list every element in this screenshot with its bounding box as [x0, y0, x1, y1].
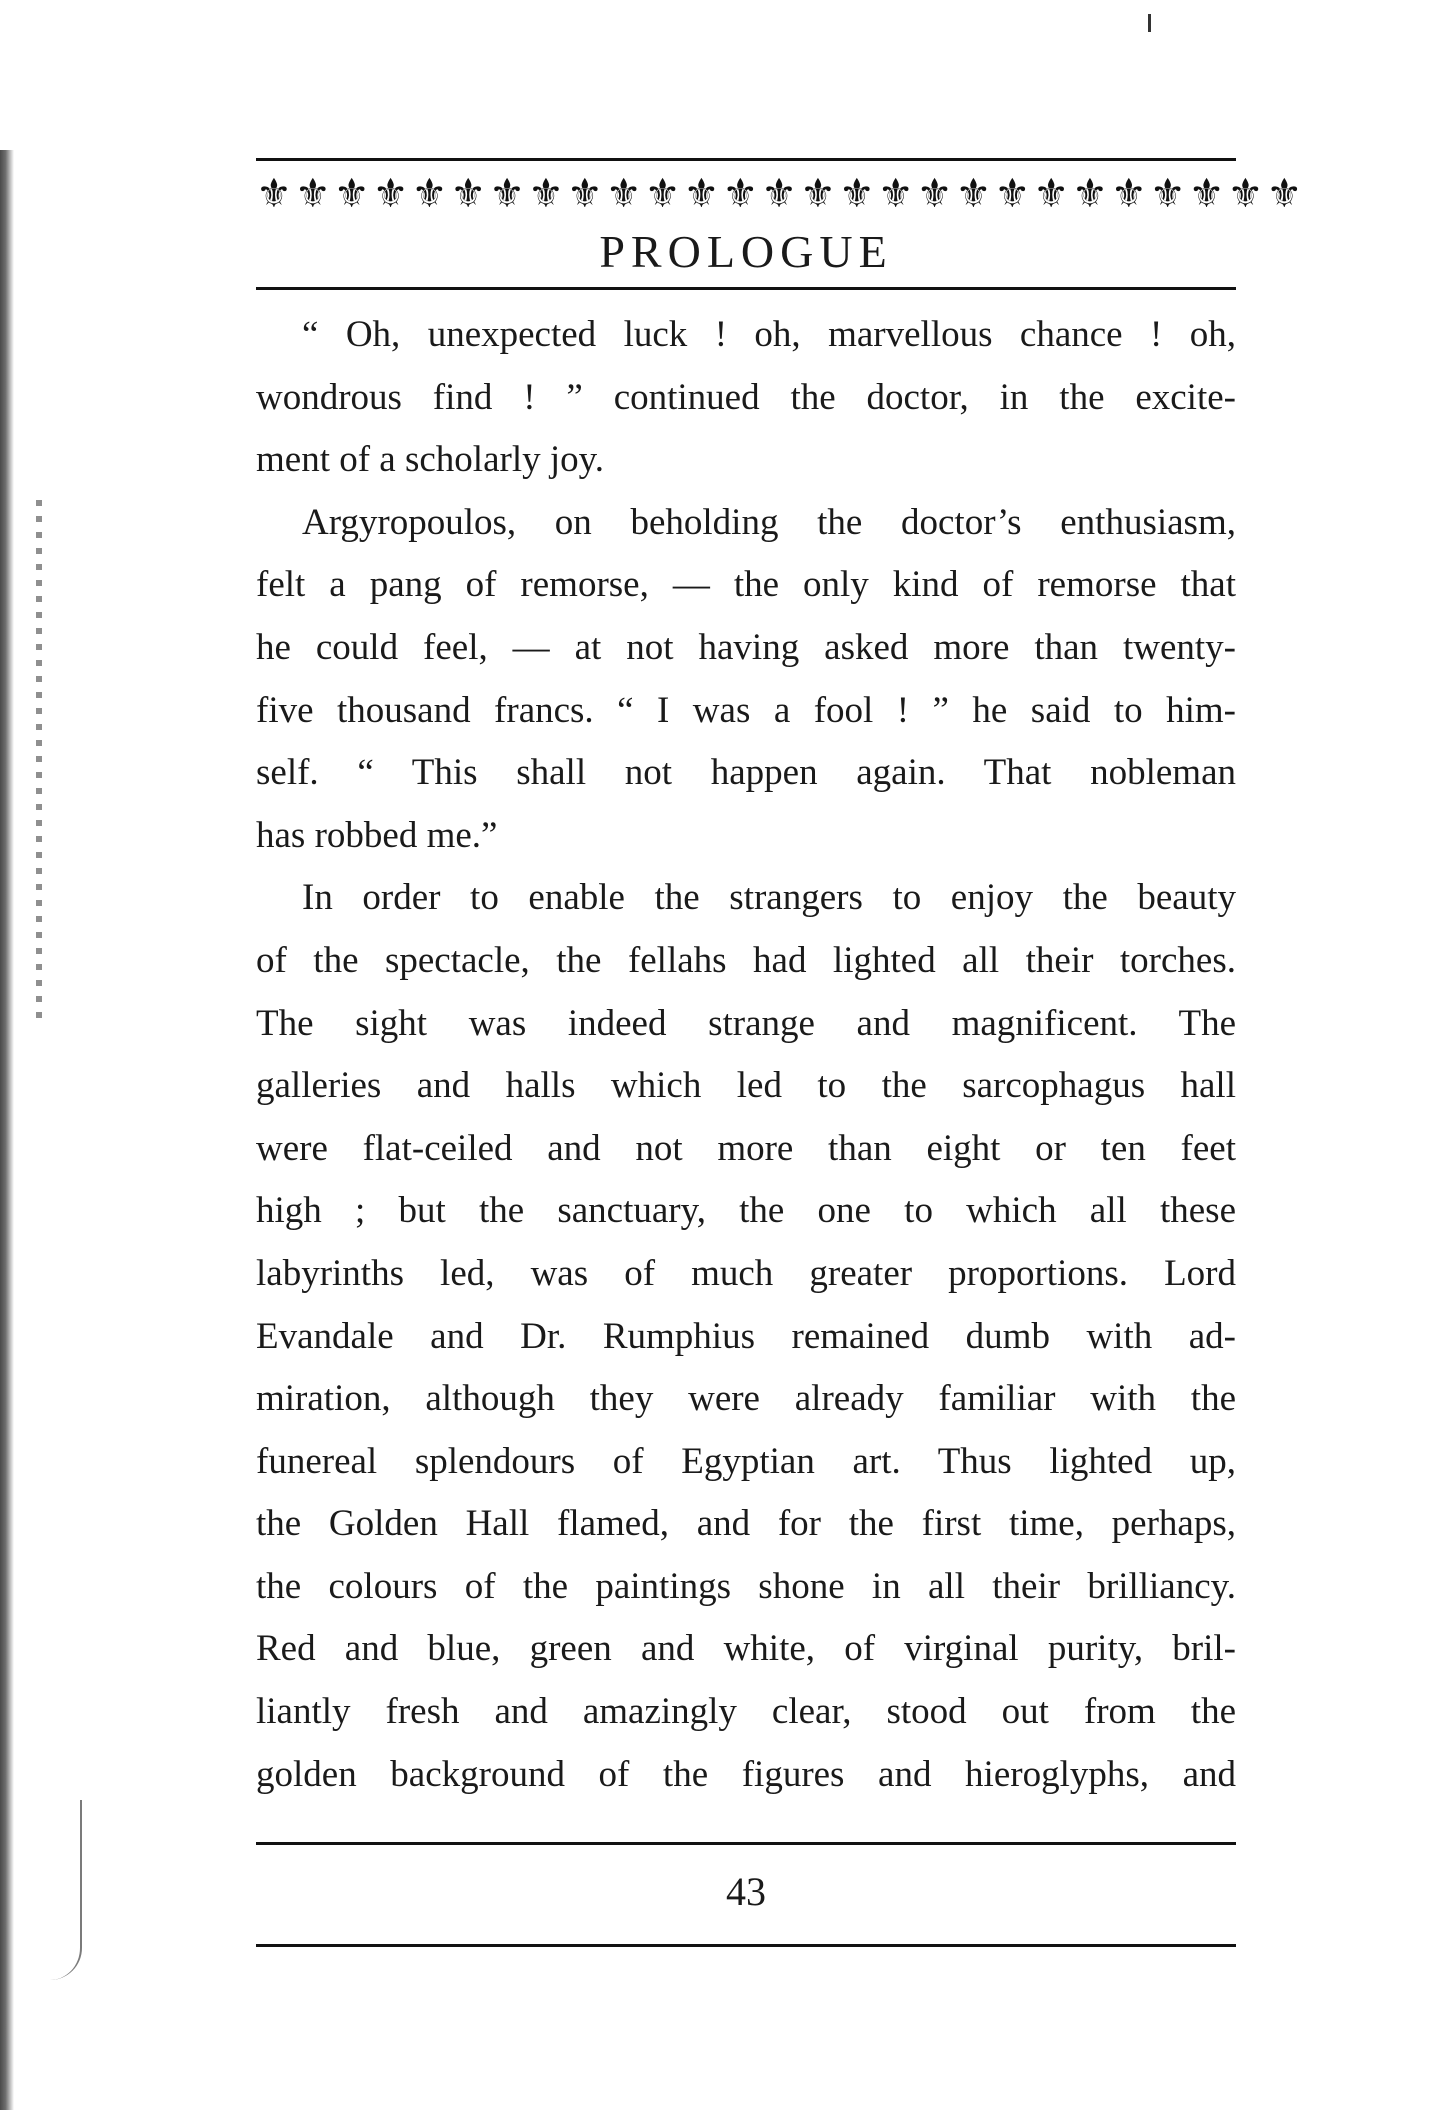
text-line: The sight was indeed strange and magnificent. The [256, 1002, 1236, 1044]
text-line: golden background of the figures and hieroglyphs, and [256, 1753, 1236, 1795]
header-rule-bottom [256, 287, 1236, 290]
fleur-de-lis-ornament-row: ⚜⚜⚜⚜⚜⚜⚜⚜⚜⚜⚜⚜⚜⚜⚜⚜⚜⚜⚜⚜⚜⚜⚜⚜⚜⚜⚜ [256, 171, 1306, 217]
text-line: “ Oh, unexpected luck ! oh, marvellous chance ! oh, [302, 314, 1236, 355]
footer-rule-top [256, 1842, 1236, 1845]
text-line: liantly fresh and amazingly clear, stood out from the [256, 1691, 1236, 1733]
text-line: of the spectacle, the fellahs had lighted all their torches. [256, 939, 1236, 981]
text-line: the Golden Hall flamed, and for the first time, perhaps, [256, 1503, 1236, 1545]
header-rule-top [256, 158, 1236, 161]
text-line: wondrous find ! ” continued the doctor, in the excite- [256, 376, 1236, 418]
text-line: miration, although they were already familiar with the [256, 1378, 1236, 1420]
text-line: has robbed me.” [256, 814, 498, 856]
body-text [256, 304, 1236, 1806]
text-line: labyrinths led, was of much greater proportions. Lord [256, 1252, 1236, 1294]
text-line: Red and blue, green and white, of virginal purity, bril- [256, 1628, 1236, 1670]
text-line: five thousand francs. “ I was a fool ! ” he said to him- [256, 689, 1236, 731]
text-line: In order to enable the strangers to enjoy the beauty [302, 877, 1236, 919]
text-line: galleries and halls which led to the sarcophagus hall [256, 1065, 1236, 1107]
text-line: the colours of the paintings shone in all their brilliancy. [256, 1565, 1236, 1607]
running-head-title: PROLOGUE [599, 226, 893, 277]
binding-curve [50, 1800, 82, 1980]
text-line: self. “ This shall not happen again. That nobleman [256, 752, 1236, 794]
text-line: were flat-ceiled and not more than eight or ten feet [256, 1127, 1236, 1169]
text-line: he could feel, — at not having asked more than twenty- [256, 626, 1236, 668]
text-line: felt a pang of remorse, — the only kind of remorse that [256, 564, 1236, 606]
footer-rule-bottom [256, 1944, 1236, 1947]
text-line: ment of a scholarly joy. [256, 439, 604, 481]
page-number: 43 [726, 1869, 766, 1914]
text-line: Evandale and Dr. Rumphius remained dumb with ad- [256, 1315, 1236, 1357]
text-line: Argyropoulos, on beholding the doctor’s enthusiasm, [302, 501, 1236, 543]
corner-mark [1148, 14, 1151, 32]
page-spine-shadow [0, 150, 14, 2110]
text-line: funereal splendours of Egyptian art. Thus lighted up, [256, 1440, 1236, 1482]
binding-marks [36, 500, 42, 1020]
text-line: high ; but the sanctuary, the one to which all these [256, 1190, 1236, 1232]
